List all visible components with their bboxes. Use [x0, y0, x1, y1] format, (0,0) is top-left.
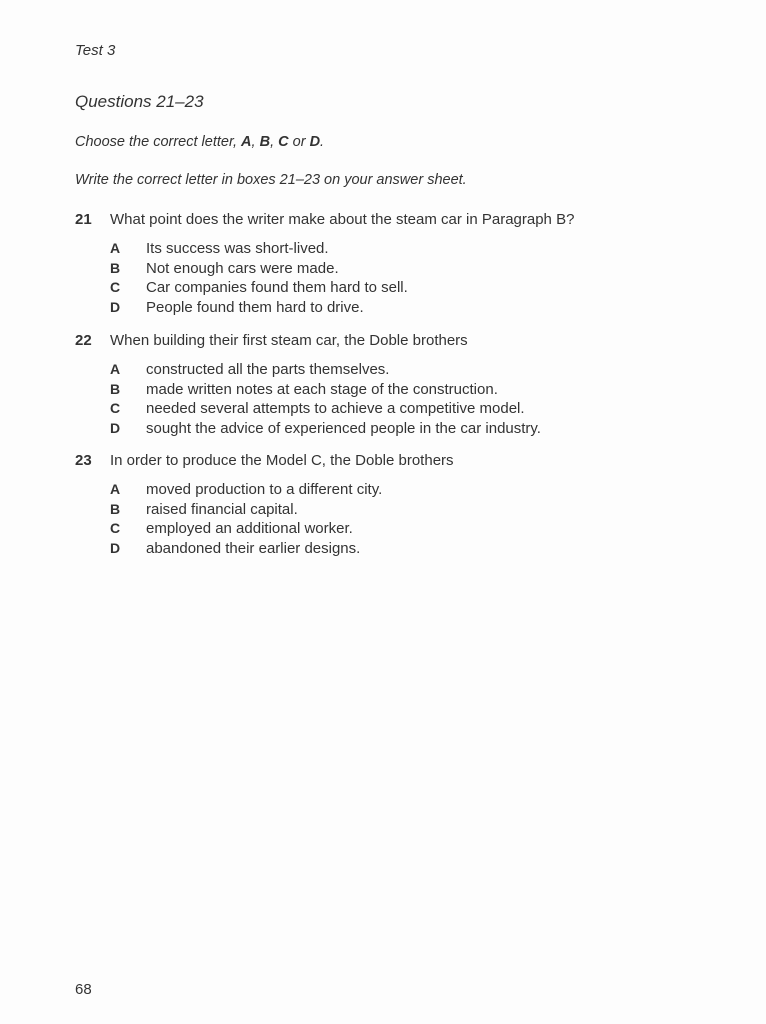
option-letter: D	[110, 539, 121, 556]
option-text: raised financial capital.	[146, 500, 298, 518]
option-list	[75, 361, 735, 439]
instruction-letter-d: D	[309, 134, 321, 150]
option-letter: A	[110, 361, 121, 377]
option-list	[75, 481, 735, 559]
question-text: In order to produce the Model C, the Doble brothers	[110, 452, 454, 469]
option-text: Its success was short-lived.	[146, 240, 329, 257]
option-c	[75, 400, 735, 420]
option-letter: B	[110, 380, 121, 397]
option-b	[75, 501, 735, 521]
question-stem	[75, 452, 735, 472]
question-number: 23	[75, 452, 92, 469]
instruction-choose-letter	[75, 134, 324, 150]
option-text: People found them hard to drive.	[146, 298, 364, 316]
option-letter: B	[110, 500, 121, 517]
option-text: Car companies found them hard to sell.	[146, 279, 408, 296]
page-number: 68	[75, 981, 92, 998]
question-stem	[75, 211, 735, 231]
option-letter: C	[110, 520, 121, 536]
option-b	[75, 260, 735, 280]
option-text: made written notes at each stage of the construction.	[146, 380, 498, 398]
option-letter: C	[110, 279, 121, 295]
question-23	[75, 452, 735, 559]
option-d	[75, 299, 735, 319]
option-letter: D	[110, 298, 121, 315]
instruction-separator: or	[288, 134, 310, 150]
option-text: sought the advice of experienced people in the car industry.	[146, 419, 541, 437]
option-list	[75, 240, 735, 318]
question-22	[75, 332, 735, 439]
option-text: moved production to a different city.	[146, 481, 383, 498]
instruction-answer-sheet: Write the correct letter in boxes 21–23 on your answer sheet.	[75, 172, 467, 188]
instruction-letter-c: C	[278, 134, 289, 150]
option-letter: A	[110, 481, 121, 497]
question-text: What point does the writer make about the steam car in Paragraph B?	[110, 211, 575, 228]
instruction-letter-a: A	[241, 134, 252, 150]
instruction-end: .	[320, 134, 325, 150]
option-a	[75, 361, 735, 381]
question-21	[75, 211, 735, 318]
option-letter: A	[110, 240, 121, 256]
option-text: needed several attempts to achieve a competitive model.	[146, 400, 525, 417]
question-stem	[75, 332, 735, 352]
instruction-text: Choose the correct letter,	[75, 134, 242, 150]
question-number: 22	[75, 332, 92, 349]
question-number: 21	[75, 211, 92, 228]
option-letter: B	[110, 259, 121, 276]
option-letter: D	[110, 419, 121, 436]
option-a	[75, 481, 735, 501]
instruction-separator: ,	[270, 134, 279, 150]
option-d	[75, 420, 735, 440]
option-text: Not enough cars were made.	[146, 259, 339, 277]
instruction-letter-b: B	[259, 134, 271, 150]
option-letter: C	[110, 400, 121, 416]
option-text: abandoned their earlier designs.	[146, 539, 361, 557]
section-title: Questions 21–23	[75, 92, 204, 111]
option-d	[75, 540, 735, 560]
option-b	[75, 381, 735, 401]
running-head: Test 3	[75, 42, 116, 59]
option-text: constructed all the parts themselves.	[146, 361, 390, 378]
instruction-separator: ,	[251, 134, 260, 150]
option-c	[75, 520, 735, 540]
option-c	[75, 279, 735, 299]
option-text: employed an additional worker.	[146, 520, 353, 537]
option-a	[75, 240, 735, 260]
question-text: When building their first steam car, the Doble brothers	[110, 332, 468, 349]
